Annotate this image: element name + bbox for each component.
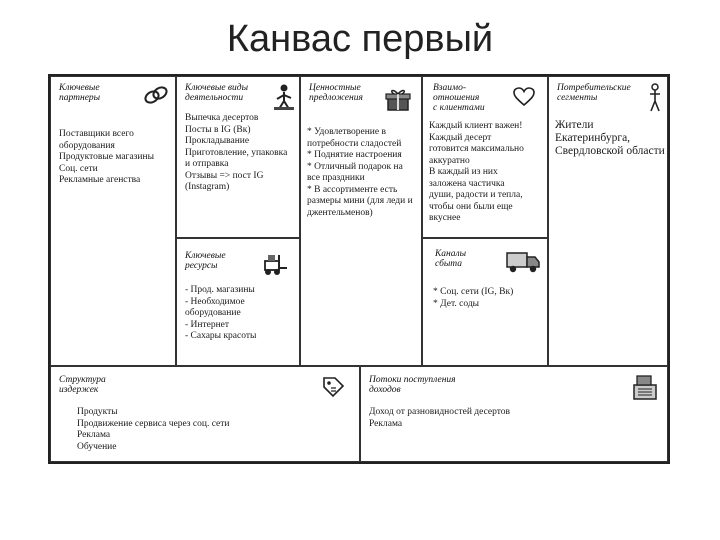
value-propositions-block — [300, 76, 422, 366]
truck-icon — [505, 249, 541, 275]
customer-segments-block — [548, 76, 668, 366]
key-activities-block — [176, 76, 300, 238]
key-partners-text: Поставщики всего оборудования Продуктовые магазины Соц. сети Рекламные агенства — [59, 129, 154, 185]
customer-relationships-block — [422, 76, 548, 238]
customer-relationships-text: Каждый клиент важен! Каждый десерт готовится максимально аккуратно В каждый из них заложена частичка души, радости и тепла, чтобы они были еще вкуснее — [429, 121, 524, 223]
price-tag-icon — [321, 375, 345, 399]
key-activities-text: Выпечка десертов Посты в IG (Вк) Прокладывание Приготовление, упаковка и отправка Отзывы => пост IG (Instagram) — [185, 113, 288, 192]
cost-structure-text: Продукты Продвижение сервиса через соц. сети Реклама Обучение — [77, 407, 230, 452]
channels-text: * Соц. сети (IG, Вк) * Дет. соды — [433, 287, 514, 309]
chain-link-icon — [143, 83, 169, 107]
slide-title: Канвас первый — [226, 18, 494, 60]
key-resources-header: Ключевые ресурсы — [185, 251, 226, 271]
channels-header: Каналы сбыта — [435, 249, 467, 269]
revenue-streams-block — [360, 366, 668, 462]
customer-segments-text: Жители Екатеринбурга, Свердловской области — [555, 119, 665, 157]
cost-structure-header: Структура издержек — [59, 375, 106, 395]
key-partners-block — [50, 76, 176, 366]
key-resources-text: - Прод. магазины - Необходимое оборудование - Интернет - Сахары красоты — [185, 285, 257, 341]
value-propositions-header: Ценностные предложения — [309, 83, 363, 103]
business-model-canvas — [48, 74, 670, 464]
cash-register-icon — [631, 373, 659, 403]
value-propositions-text: * Удовлетворение в потребности сладостей * Поднятие настроения * Отличный подарок на все праздники * В ассортименте есть размеры мини (для леди и джентельменов) — [307, 127, 413, 218]
gift-icon — [385, 87, 413, 113]
channels-block — [422, 238, 548, 366]
heart-icon — [513, 87, 535, 107]
person-icon — [647, 83, 663, 113]
worker-icon — [273, 83, 295, 111]
forklift-icon — [261, 251, 289, 277]
customer-segments-header: Потребительские сегменты — [557, 83, 631, 103]
customer-relationships-header: Взаимо- отношения с клиентами — [433, 83, 485, 113]
cost-structure-block — [50, 366, 360, 462]
key-activities-header: Ключевые виды деятельности — [185, 83, 249, 103]
revenue-streams-header: Потоки поступления доходов — [369, 375, 456, 395]
key-partners-header: Ключевые партнеры — [59, 83, 101, 103]
key-resources-block — [176, 238, 300, 366]
revenue-streams-text: Доход от разновидностей десертов Реклама — [369, 407, 511, 429]
